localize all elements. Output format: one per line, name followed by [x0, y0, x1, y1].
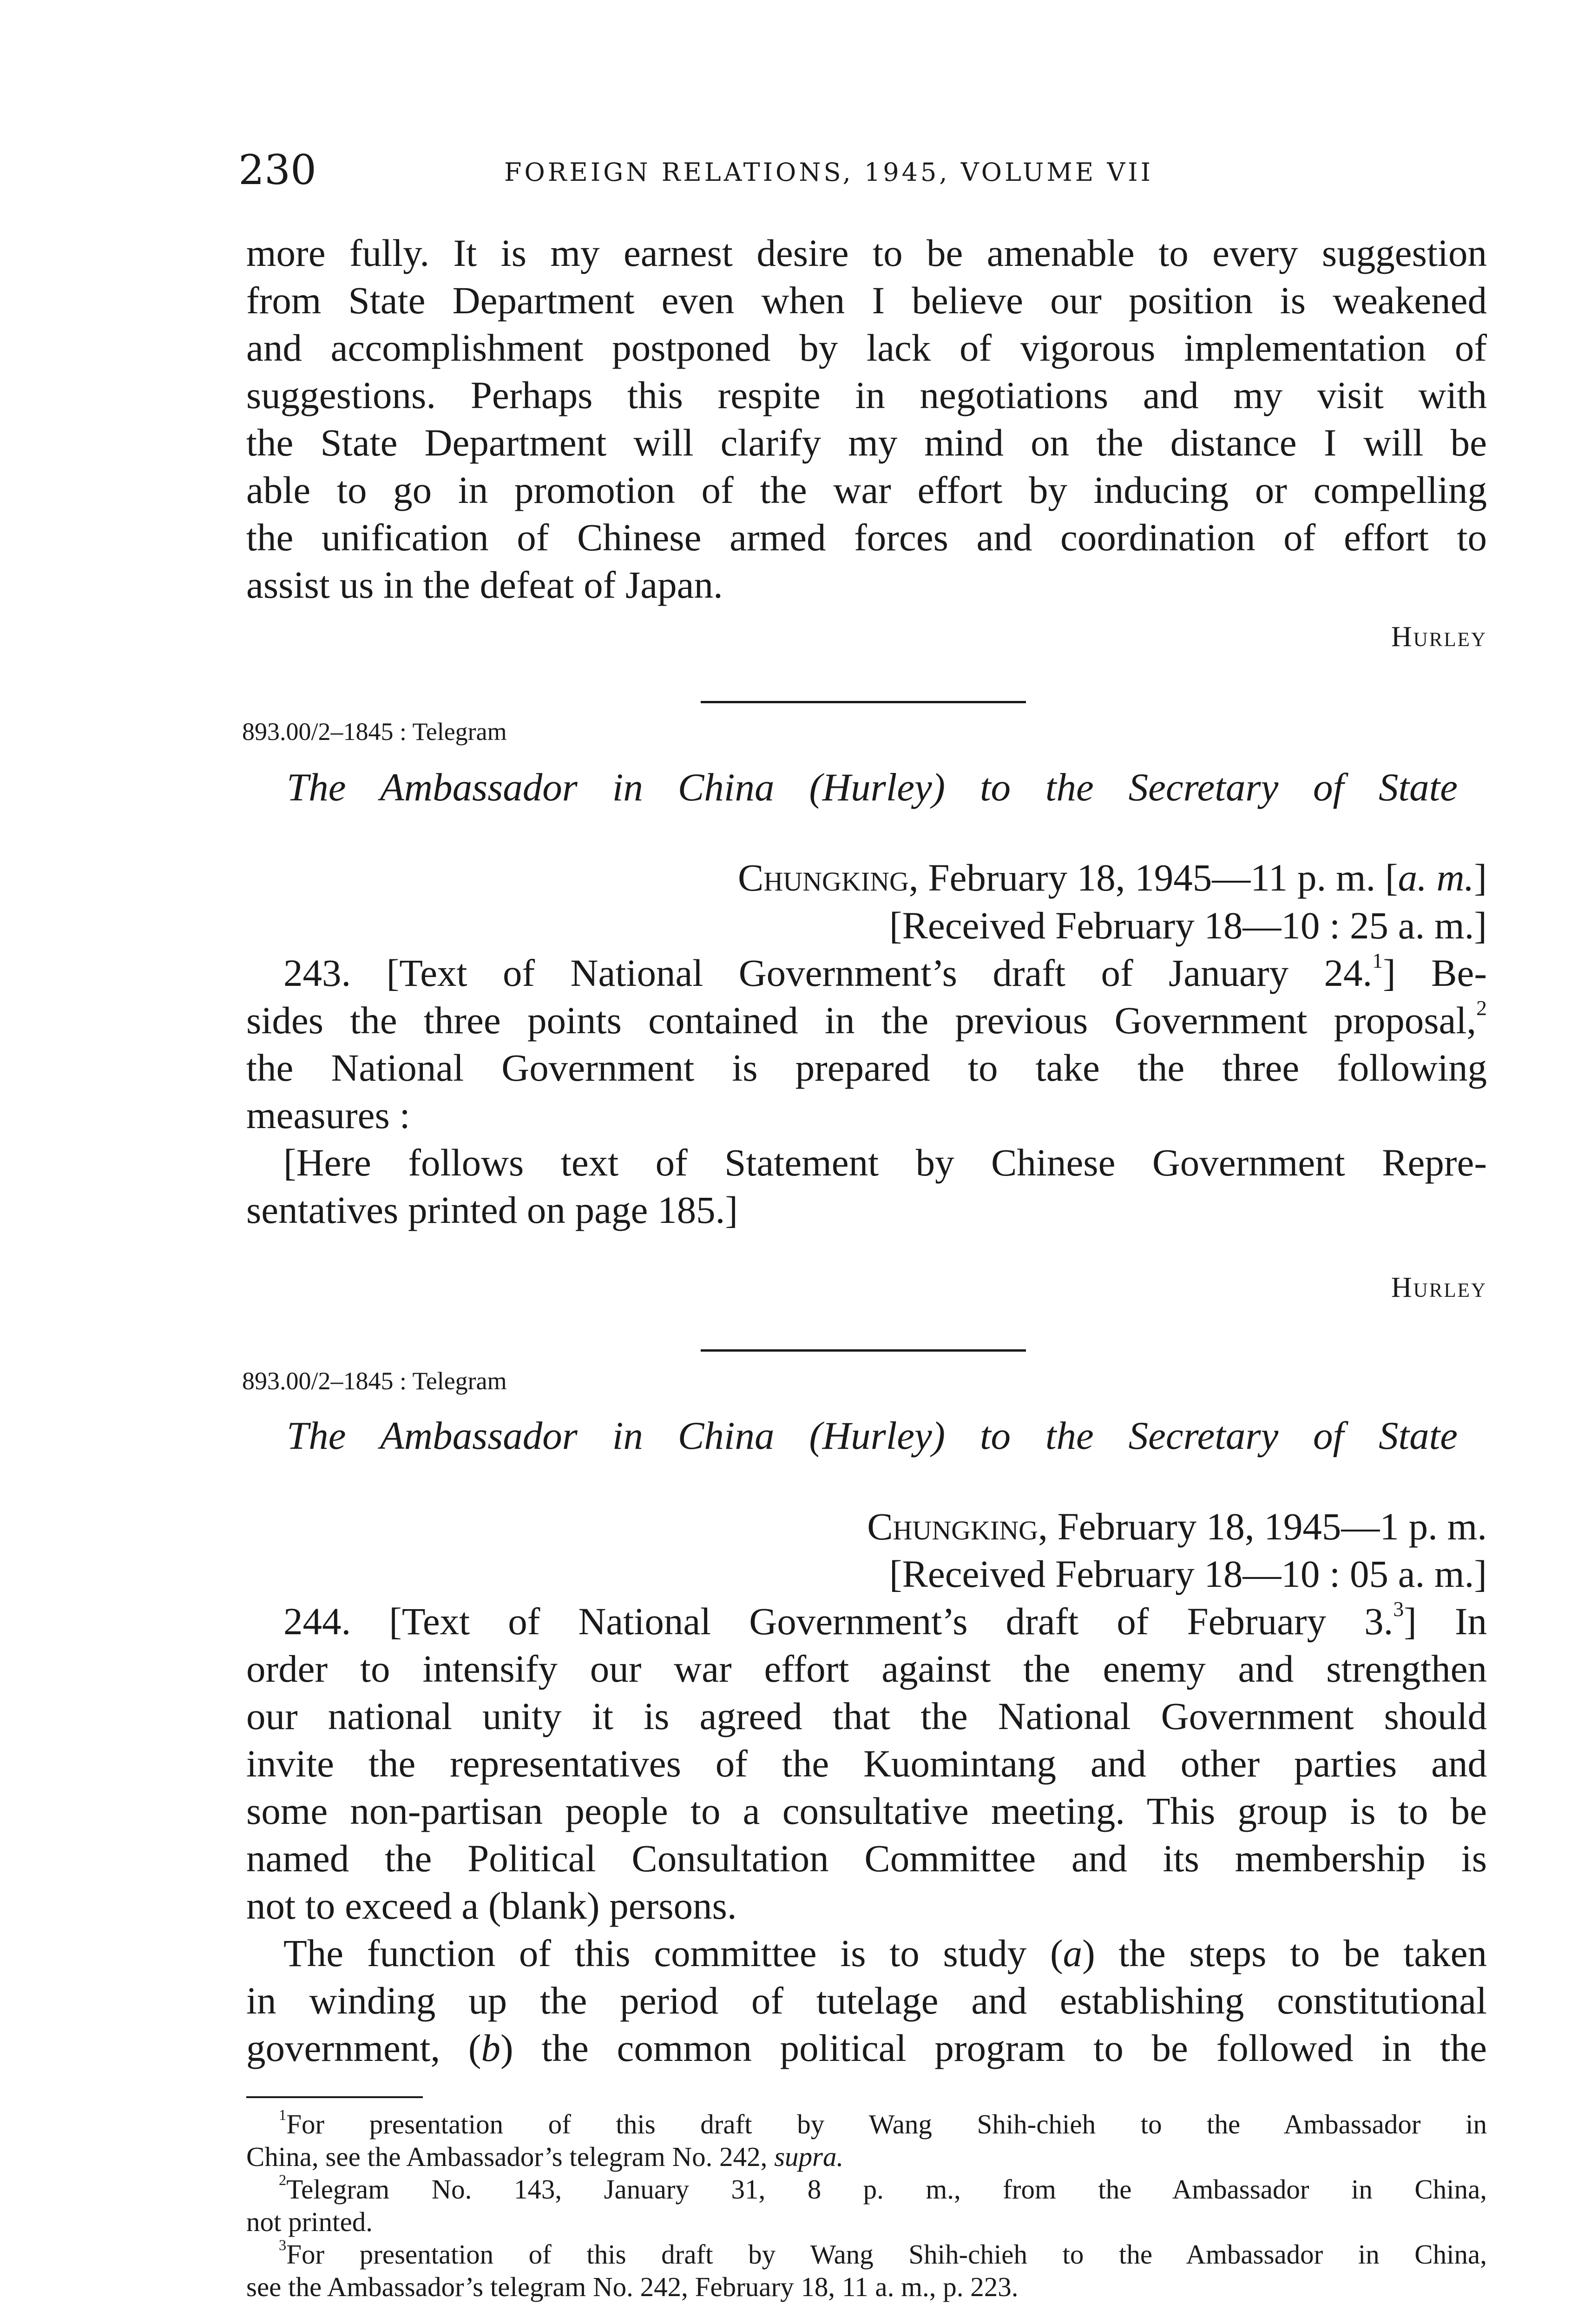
- text-line: some non-partisan people to a consultative meeting. This group is to be: [246, 1789, 1487, 1832]
- text-span: ] In: [1404, 1600, 1487, 1643]
- footnote-text: China, see the Ambassador’s telegram No. 242,: [246, 2141, 775, 2172]
- text-line: measures :: [246, 1094, 410, 1136]
- text-line: [283, 1599, 1487, 1644]
- text-line: the National Government is prepared to take the three following: [246, 1046, 1487, 1089]
- footnote-2: [279, 2173, 1487, 2205]
- text-span: 244. [Text of National Government’s draft of February 3.: [283, 1600, 1394, 1643]
- dateline-correction: a. m.: [1398, 856, 1474, 899]
- footnote-italic: supra.: [774, 2141, 844, 2172]
- place-name: Chungking: [867, 1505, 1039, 1548]
- text-span: ] Be-: [1383, 951, 1487, 994]
- dateline: [558, 855, 1487, 900]
- text-line: [Here follows text of Statement by Chinese Government Repre-: [283, 1141, 1487, 1184]
- footnote-3-cont: see the Ambassador’s telegram No. 242, February 18, 11 a. m., p. 223.: [246, 2271, 1019, 2302]
- footnote-text: For presentation of this draft by Wang Shih-chieh to the Ambassador in: [286, 2109, 1487, 2139]
- dateline-text: , February 18, 1945—11 p. m. [: [908, 856, 1398, 899]
- footnote-2-cont: not printed.: [246, 2206, 373, 2237]
- item-letter: b: [481, 2027, 501, 2069]
- signature: Hurley: [1391, 1272, 1487, 1303]
- text-line: not to exceed a (blank) persons.: [246, 1884, 737, 1927]
- text-line: [246, 2026, 1487, 2070]
- text-line: sentatives printed on page 185.]: [246, 1188, 738, 1231]
- dateline: [558, 1504, 1487, 1549]
- text-line: the unification of Chinese armed forces and coordination of effort to: [246, 516, 1487, 559]
- page-number: 230: [238, 146, 316, 194]
- text-span: government, (: [246, 2027, 481, 2069]
- footnote-3: [279, 2238, 1487, 2271]
- footnote-mark: 2: [279, 2172, 287, 2189]
- footnote-mark: 1: [279, 2106, 287, 2124]
- text-line: assist us in the defeat of Japan.: [246, 563, 723, 606]
- text-line: and accomplishment postponed by lack of vigorous implementation of: [246, 326, 1487, 369]
- text-line: more fully. It is my earnest desire to be amenable to every suggestion: [246, 231, 1487, 274]
- text-span: The function of this committee is to study (: [283, 1932, 1063, 1974]
- footnote-ref: 2: [1476, 996, 1487, 1020]
- section-divider: [701, 701, 1026, 703]
- text-line: [283, 951, 1487, 995]
- footnote-text: Telegram No. 143, January 31, 8 p. m., from the Ambassador in China,: [286, 2174, 1487, 2205]
- received-line: [Received February 18—10 : 05 a. m.]: [889, 1552, 1487, 1595]
- footnote-1-cont: [246, 2141, 843, 2173]
- text-span: 243. [Text of National Government’s draft of January 24.: [283, 951, 1373, 994]
- text-line: invite the representatives of the Kuomintang and other parties and: [246, 1742, 1487, 1785]
- text-line: the State Department will clarify my mind on the distance I will be: [246, 421, 1487, 464]
- running-title: FOREIGN RELATIONS, 1945, VOLUME VII: [504, 158, 1153, 187]
- text-span: sides the three points contained in the previous Government proposal,: [246, 999, 1477, 1042]
- footnote-1: [279, 2108, 1487, 2140]
- dateline-text: , February 18, 1945—1 p. m.: [1038, 1505, 1487, 1548]
- text-span: ) the steps to be taken: [1082, 1932, 1487, 1974]
- text-line: suggestions. Perhaps this respite in negotiations and my visit with: [246, 374, 1487, 416]
- section-divider: [701, 1349, 1026, 1352]
- text-line: able to go in promotion of the war effort by inducing or compelling: [246, 469, 1487, 511]
- text-span: ) the common political program to be followed in the: [500, 2027, 1487, 2069]
- text-line: in winding up the period of tutelage and establishing constitutional: [246, 1979, 1487, 2022]
- signature: Hurley: [1391, 621, 1487, 653]
- text-line: from State Department even when I believe our position is weakened: [246, 279, 1487, 322]
- text-line: our national unity it is agreed that the National Government should: [246, 1695, 1487, 1737]
- footnote-ref: 1: [1372, 949, 1383, 973]
- file-number: 893.00/2–1845 : Telegram: [242, 1367, 507, 1395]
- text-line: [246, 998, 1487, 1043]
- received-line: [Received February 18—10 : 25 a. m.]: [889, 904, 1487, 947]
- text-line: [283, 1931, 1487, 1975]
- place-name: Chungking: [738, 856, 909, 899]
- file-number: 893.00/2–1845 : Telegram: [242, 718, 507, 746]
- footnote-text: For presentation of this draft by Wang Shih-chieh to the Ambassador in China,: [286, 2239, 1487, 2270]
- text-line: named the Political Consultation Committee and its membership is: [246, 1837, 1487, 1880]
- text-line: order to intensify our war effort against the enemy and strengthen: [246, 1647, 1487, 1690]
- footnote-mark: 3: [279, 2237, 287, 2254]
- document-heading: The Ambassador in China (Hurley) to the Secretary of State: [287, 1414, 1458, 1458]
- item-letter: a: [1063, 1932, 1083, 1974]
- dateline-end: ]: [1474, 856, 1487, 899]
- document-heading: The Ambassador in China (Hurley) to the Secretary of State: [287, 766, 1458, 809]
- footnote-divider: [246, 2096, 423, 2098]
- footnote-ref: 3: [1393, 1597, 1404, 1621]
